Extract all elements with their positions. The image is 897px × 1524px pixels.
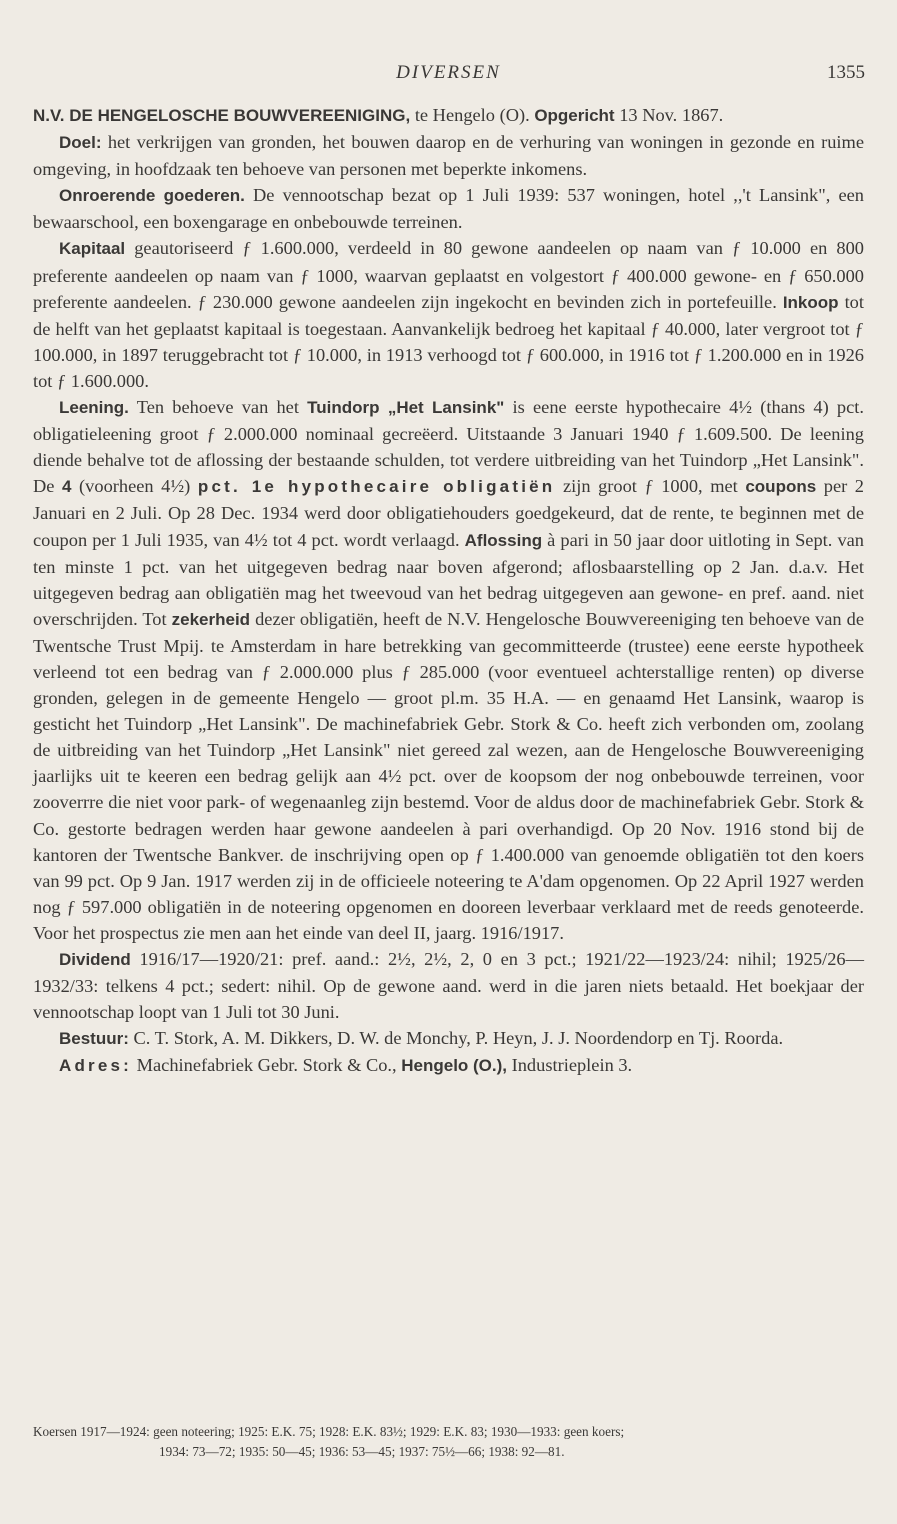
obligation-rate: 4 [62, 477, 72, 497]
bestuur-text: C. T. Stork, A. M. Dikkers, D. W. de Monchy, P. Heyn, J. J. Noordendorp en Tj. Roorda. [128, 1028, 784, 1049]
leening-paragraph [33, 394, 864, 946]
kapitaal-paragraph [33, 235, 864, 394]
leening-text-4: per 2 Januari en 2 Juli. Op 28 Dec. 1934 werd door obligatiehouders goedgekeurd, dat de rente, te beginnen met de coupon per 1 Juli 1935, van 4½ tot 4 pct. wordt verlaagd. [33, 476, 865, 550]
founded-label: Opgericht [534, 106, 615, 125]
leening-text-2: is eene eerste hypothecaire 4½ (thans 4) pct. obligatieleening groot ƒ 2.000.000 nominaal gecreëerd. Uitstaande 3 Januari 1940 ƒ 1.609.500. De leening diende behalve tot de aflossing der bestaande schulden, tot verdere uitbreiding van het Tuindorp „Het Lansink". De [33, 397, 864, 497]
footnote-line-2: 1934: 73—72; 1935: 50—45; 1936: 53—45; 1937: 75½—66; 1938: 92—81. [159, 1444, 565, 1459]
leening-text-6: dezer obligatiën, heeft de N.V. Hengelosche Bouwvereeniging ten behoeve van de Twentsche Trust Mpij. te Amsterdam in hare betrekking van gecommitteerde (trustee) eene eerste hypotheek verleend tot een bedrag van ƒ 2.000.000 plus ƒ 285.000 (voor eventueel achterstallige renten) op diverse gronden, gelegen in de gemeente Hengelo — groot pl.m. 35 H.A. — en genaamd Het Lansink, waarop is gesticht het Tuindorp „Het Lansink". De machinefabriek Gebr. Stork & Co. heeft zich verbonden om, zoolang de uitbreiding van het Tuindorp „Het Lansink" niet gereed zal wezen, aan de Hengelosche Bouwvereeniging jaarlijks uit te keeren een bedrag gelijk aan 4½ pct. over de koopsom der nog onbebouwde terreinen, voor zooverrre die niet voor park- of wegenaanleg zijn bestemd. Voor de aldus door de machinefabriek Gebr. Stork & Co. gestorte bedragen werden haar gewone aandeelen à pari overhandigd. Op 20 Nov. 1916 stond bij de kantoren der Twentsche Bankver. de inschrijving open op ƒ 1.400.000 van genoemde obligatiën tot den koers van 99 pct. Op 9 Jan. 1917 werden zij in de officieele noteering te A'dam opgenomen. Op 22 April 1927 werden nog ƒ 597.000 obligatiën in de noteering opgenomen en dooreen leverbaar verklaard met de reeds genoteerde. Voor het prospectus zie men aan het einde van deel II, jaarg. 1916/1917. [33, 608, 864, 943]
dividend-paragraph [33, 946, 864, 1025]
company-name: N.V. DE HENGELOSCHE BOUWVEREENIGING, [33, 106, 411, 125]
adres-paragraph [33, 1052, 864, 1079]
kapitaal-label: Kapitaal [59, 239, 126, 259]
tuindorp-label: Tuindorp „Het Lansink" [307, 398, 505, 418]
leening-label: Leening. [59, 398, 129, 418]
leening-text-1: Ten behoeve van het [128, 397, 308, 418]
inkoop-label: Inkoop [782, 292, 839, 312]
company-location: te Hengelo (O). [410, 105, 535, 125]
company-heading-paragraph [33, 102, 864, 129]
kapitaal-text: geautoriseerd ƒ 1.600.000, verdeeld in 80 gewone aandeelen op naam van ƒ 10.000 en 800 preferente aandeelen op naam van ƒ 1000, waarvan geplaatst en volgestort ƒ 400.000 gewone- en ƒ 650.000 preferente aandeelen. ƒ 230.000 gewone aandeelen zijn ingekocht en bevinden zich in portefeuille. [33, 238, 864, 312]
adres-text-1: Machinefabriek Gebr. Stork & Co., [132, 1055, 402, 1076]
bestuur-paragraph [33, 1025, 864, 1052]
onroerend-label: Onroerende goederen. [59, 186, 245, 206]
obligation-previous-rate: (voorheen 4½) [71, 476, 198, 497]
obligation-type: pct. 1e hypothecaire obligatiën [197, 477, 556, 497]
doel-label: Doel: [59, 133, 102, 153]
dividend-label: Dividend [59, 950, 131, 969]
doel-paragraph [33, 129, 864, 182]
page-number: 1355 [827, 62, 865, 83]
leening-text-3: zijn groot ƒ 1000, met [555, 476, 746, 497]
page-header [0, 62, 897, 90]
onroerend-text: De vennootschap bezat op 1 Juli 1939: 537 woningen, hotel ,,'t Lansink", een bewaarschool, een boxengarage en onbebouwde terreinen. [33, 185, 864, 233]
dividend-text: 1916/17—1920/21: pref. aand.: 2½, 2½, 2, 0 en 3 pct.; 1921/22—1923/24: nihil; 1925/26—1932/33: telkens 4 pct.; sedert: nihil. Op de gewone aand. werd in die jaren niets betaald. Het boekjaar der vennootschap loopt van 1 Juli tot 30 Juni. [33, 949, 864, 1023]
coupons-label: coupons [745, 477, 817, 497]
founded-text: 13 Nov. 1867. [614, 105, 724, 125]
article-body [33, 102, 864, 1079]
adres-label: Adres: [59, 1056, 133, 1076]
onroerend-paragraph [33, 182, 864, 235]
adres-city: Hengelo (O.), [401, 1056, 508, 1076]
zekerheid-label: zekerheid [171, 609, 251, 629]
bestuur-label: Bestuur: [59, 1029, 129, 1049]
adres-text-2: Industrieplein 3. [507, 1055, 633, 1076]
doel-text: het verkrijgen van gronden, het bouwen daarop en de verhuring van woningen in gezonde en ruime omgeving, in hoofdzaak ten behoeve van personen met beperkte inkomens. [33, 132, 864, 180]
running-title: DIVERSEN [396, 62, 501, 83]
footnote-line-1: Koersen 1917—1924: geen noteering; 1925: E.K. 75; 1928: E.K. 83½; 1929: E.K. 83; 1930—1933: geen koers; [33, 1424, 625, 1439]
inkoop-text: tot de helft van het geplaatst kapitaal is toegestaan. Aanvankelijk bedroeg het kapitaal ƒ 40.000, later vergroot tot ƒ 100.000, in 1897 teruggebracht tot ƒ 10.000, in 1913 verhoogd tot ƒ 600.000, in 1916 tot ƒ 1.200.000 en in 1926 tot ƒ 1.600.000. [33, 291, 864, 391]
aflossing-label: Aflossing [464, 530, 543, 550]
footnote [33, 1422, 864, 1462]
leening-text-5: à pari in 50 jaar door uitloting in Sept. van ten minste 1 pct. van het uitgegeven bedrag naar boven afgerond; aflosbaarstelling op 2 Jan. d.a.v. Het uitgegeven bedrag aan obligatiën mag het tweevoud van het bedrag uitgegeven aan gewone- en pref. aand. niet overschrijden. Tot [33, 529, 864, 629]
